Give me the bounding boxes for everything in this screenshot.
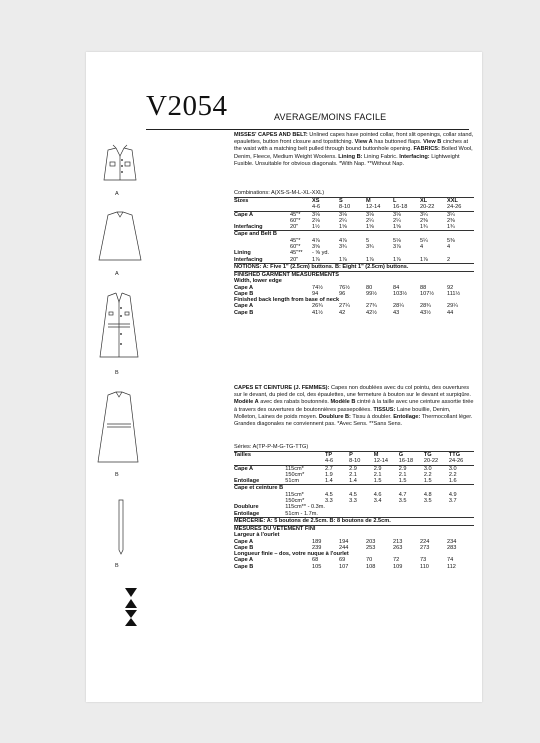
view-b-front-drawing (100, 293, 138, 357)
table-cell: 27¾ (366, 303, 377, 310)
table-cell: Cape B (234, 290, 254, 297)
table-cell: 20" (290, 256, 299, 263)
table-cell: 2 (447, 256, 451, 263)
table-cell: 150cm* (285, 498, 305, 505)
table-cell: 3¼ (420, 211, 447, 218)
table-cell: 109 (393, 563, 403, 570)
figure-label: B (115, 472, 119, 478)
table-cell: 1½ (312, 224, 320, 231)
table-cell: 99½ (366, 290, 377, 297)
table-cell: 2⅜ (447, 217, 455, 224)
table-cell: 45"* (290, 211, 312, 218)
pattern-number: V2054 (146, 90, 228, 122)
table-cell: 2.1 (373, 471, 382, 478)
section-title: FINISHED GARMENT MEASUREMENTS (234, 271, 340, 278)
description-text: Unlined capes have pointed collar, front slit openings, collar stand, epaulettes, button front closure and topstitching. (234, 132, 474, 146)
table-cell: S (339, 198, 366, 205)
table-cell: 4.6 (373, 491, 382, 498)
table-cell: 51cm - 1.7m. (285, 510, 318, 517)
table-cell: 2.2 (423, 471, 432, 478)
table-cell: 244 (339, 544, 349, 551)
description-heading: View B (423, 139, 442, 146)
description-text: Thermocollant léger. Grandes diagonales ne conviennent pas. *Avec Sens. **Sans Sens. (234, 413, 473, 428)
table-cell: Cape A (234, 284, 254, 291)
table-cell: 263 (393, 544, 403, 551)
description-text: cinches at the waist with a matching belt pulled through bound buttonhole opening. (234, 139, 469, 153)
table-cell: 203 (366, 538, 376, 545)
table-cell: TP (325, 452, 349, 459)
section-title: Longueur finie – dos, votre nuque à l'ourlet (234, 551, 349, 558)
table-cell: 70 (366, 557, 373, 564)
section-title: MESURES DU VÊTEMENT FINI (234, 525, 316, 532)
description-text: Tissu à doubler. (350, 413, 394, 420)
table-cell: 189 (312, 538, 322, 545)
table-cell: M (366, 198, 393, 205)
table-cell: 4 (447, 244, 451, 251)
table-cell: 253 (366, 544, 376, 551)
description-text: has buttoned flaps. (372, 139, 424, 146)
table-cell: 239 (312, 544, 322, 551)
table-cell: 234 (447, 538, 457, 545)
table-cell: 29¼ (447, 303, 458, 310)
section-title: Cape et ceinture B (234, 485, 474, 492)
table-cell: 115cm** - 0.3m. (285, 504, 325, 511)
table-cell: 3¼ (447, 211, 474, 218)
table-cell: 12-14 (373, 458, 389, 465)
table-cell: 8-10 (349, 458, 361, 465)
table-cell: 2¼ (366, 217, 374, 224)
table-cell: - ⅝ yd. (312, 250, 330, 257)
triangle-down-icon (125, 588, 137, 597)
table-cell: 1.5 (423, 478, 432, 485)
table-cell: 2.1 (349, 471, 357, 478)
table-cell: 20-22 (423, 458, 439, 465)
table-cell: 27¼ (339, 303, 350, 310)
table-cell: Cape A (234, 538, 254, 545)
technical-drawings (86, 52, 482, 702)
figure-label: B (115, 563, 119, 569)
table-cell: 3⅛ (366, 211, 393, 218)
table-cell: 3.0 (424, 465, 449, 472)
table-cell: 4.5 (349, 491, 357, 498)
description-heading: TISSUS: (373, 406, 396, 413)
table-cell: 105 (312, 563, 322, 570)
table-cell: 3⅞ (393, 244, 401, 251)
description-heading: Doublure B: (318, 413, 351, 420)
description-heading: Interfacing: (399, 153, 430, 160)
table-cell: 115cm* (285, 465, 325, 472)
table-cell: 16-18 (398, 458, 414, 465)
table-cell: 2.9 (399, 465, 424, 472)
table-cell: XS (312, 198, 339, 205)
view-a-back-drawing (99, 212, 141, 260)
table-cell: 1⅝ (366, 224, 374, 231)
table-cell: 1.4 (349, 478, 357, 485)
table-cell: 213 (393, 538, 403, 545)
description-text: Boiled Wool, Denim, Fleece, Medium Weight Woolens. (234, 146, 473, 160)
hourglass-icon (125, 610, 137, 618)
table-cell: 1⅞ (312, 256, 320, 263)
table-cell: Interfacing (234, 224, 263, 231)
table-cell: 2.2 (448, 471, 457, 478)
combinations-label-fr: Séries: A(TP-P-M-G-TG-TTG) (234, 444, 309, 450)
table-cell: 88 (420, 284, 427, 291)
description-text: Laine bouillie, Denim, Molleton, Laines de poids moyen. (234, 406, 451, 420)
difficulty-label: AVERAGE/MOINS FACILE (274, 112, 387, 122)
table-cell: 1.9 (325, 471, 333, 478)
table-cell: 103½ (393, 290, 407, 297)
table-cell: 273 (420, 544, 430, 551)
table-cell: 110 (420, 563, 429, 570)
description-heading: View A (354, 139, 373, 146)
table-cell: 96 (339, 290, 346, 297)
table-cell: 2.9 (374, 465, 399, 472)
section-title: Largeur à l'ourlet (234, 532, 280, 539)
table-cell: 1⅞ (339, 256, 347, 263)
table-cell: 43½ (420, 309, 431, 316)
table-cell: 3⅝ (312, 244, 320, 251)
table-cell: Cape A (234, 211, 290, 218)
description-text: Capes non doublées avec du col pointu, des ouvertures sur le devant, du pied de col, des épaulettes, une fermeture à bouton sur le devant et surpiqûre. (234, 385, 471, 399)
table-cell: 1⅝ (393, 224, 401, 231)
table-cell: 4.9 (448, 491, 457, 498)
table-cell: 283 (447, 544, 457, 551)
table-cell: 45"* (290, 237, 301, 244)
table-cell: Lining (234, 250, 251, 257)
view-b-back-drawing (98, 392, 138, 462)
table-cell: 84 (393, 284, 400, 291)
figure-label: B (115, 370, 119, 376)
table-cell: 115cm* (285, 491, 304, 498)
table-cell: 74 (447, 557, 454, 564)
table-cell: 42 (339, 309, 346, 316)
notions: NOTIONS: A: Five 1" (2.5cm) buttons. B: Eight 1" (2.5cm) buttons. (234, 263, 474, 272)
table-cell: 1⅝ (339, 224, 347, 231)
table-cell: TG (424, 452, 449, 459)
table-cell: 60"* (290, 244, 301, 251)
notions: MERCERIE: A: 5 boutons de 2.5cm. B: 8 boutons de 2.5cm. (234, 517, 474, 526)
description-heading: Modèle A (234, 399, 259, 406)
table-cell: 24-26 (448, 458, 464, 465)
table-cell: 2.9 (349, 465, 374, 472)
table-cell: Entoilage (234, 510, 260, 517)
table-cell: 94 (312, 290, 319, 297)
figure-label: A (115, 191, 119, 197)
table-cell: Cape B (234, 309, 254, 316)
table-cell: 3⅛ (339, 211, 366, 218)
section-title: Cape and Belt B (234, 231, 474, 238)
table-cell: 3.4 (373, 498, 382, 505)
table-cell: 73 (420, 557, 427, 564)
table-cell: 4-6 (325, 458, 334, 465)
table-cell: 108 (366, 563, 376, 570)
table-cell: 150cm* (285, 471, 305, 478)
table-cell: 1¾ (420, 224, 428, 231)
combinations-label: Combinations: A(XS-S-M-L-XL-XXL) (234, 190, 325, 196)
table-cell: Tailles (234, 452, 285, 459)
table-cell: 107 (339, 563, 349, 570)
table-cell: 43 (393, 309, 400, 316)
table-cell: 1.5 (398, 478, 407, 485)
table-cell: Doublure (234, 504, 259, 511)
table-cell: 60"* (290, 217, 301, 224)
table-cell: 3¾ (339, 244, 347, 251)
description-heading: Modèle B (330, 399, 356, 406)
belt-drawing (119, 500, 123, 554)
table-cell: 5¼ (420, 237, 428, 244)
table-cell: 4.7 (398, 491, 407, 498)
table-cell: Interfacing (234, 256, 263, 263)
table-cell: 76½ (339, 284, 350, 291)
table-cell: 1⅞ (420, 256, 428, 263)
table-cell: 3.3 (325, 498, 333, 505)
table-cell: Cape B (234, 563, 254, 570)
care-symbols (124, 588, 138, 628)
table-cell: 2⅛ (312, 217, 320, 224)
table-cell: 5⅛ (393, 237, 401, 244)
table-cell: P (349, 452, 374, 459)
table-cell: 3⅛ (312, 211, 339, 218)
table-cell: 28¾ (420, 303, 431, 310)
table-cell: 12-14 (366, 204, 381, 211)
table-cell: 111½ (447, 290, 461, 297)
view-a-front-drawing (104, 145, 136, 180)
table-cell: M (374, 452, 399, 459)
description-text: avec des rabats boutonnés. (258, 399, 331, 406)
description-heading: MISSES' CAPES AND BELT: (234, 132, 308, 138)
table-cell: 92 (447, 284, 454, 291)
table-cell: 80 (366, 284, 373, 291)
table-cell: 24-26 (447, 204, 462, 211)
table-cell: XXL (447, 198, 474, 205)
table-cell: 1.5 (373, 478, 382, 485)
table-cell: 3¾ (366, 244, 374, 251)
table-cell: Entoilage (234, 478, 260, 485)
table-cell: 72 (393, 557, 400, 564)
pattern-envelope-back (86, 52, 482, 702)
table-cell: 4⅞ (312, 237, 320, 244)
table-cell: 3.3 (349, 498, 357, 505)
description-heading: Entoilage: (393, 413, 421, 420)
table-cell: 1.6 (448, 478, 457, 485)
table-cell: Cape B (234, 544, 254, 551)
description-heading: FABRICS: (413, 146, 440, 153)
table-cell: 42½ (366, 309, 377, 316)
table-cell: 3.7 (448, 498, 457, 505)
table-cell: 68 (312, 557, 319, 564)
section-title: Width, lower edge (234, 278, 282, 285)
description-text: Lining Fabric. (362, 153, 400, 160)
table-cell: 51cm (285, 478, 299, 485)
table-cell: 69 (339, 557, 346, 564)
table-cell: G (399, 452, 424, 459)
table-cell: 4⅞ (339, 237, 347, 244)
table-cell: 8-10 (339, 204, 351, 211)
table-cell: 224 (420, 538, 430, 545)
table-cell: 20-22 (420, 204, 435, 211)
table-cell: TTG (449, 452, 474, 459)
table-cell: 26¾ (312, 303, 323, 310)
table-cell: XL (420, 198, 447, 205)
section-title: Finished back length from base of neck (234, 297, 340, 304)
table-cell: 44 (447, 309, 454, 316)
table-cell: 28¼ (393, 303, 404, 310)
table-cell: 1¾ (447, 224, 455, 231)
table-cell: 4.8 (423, 491, 432, 498)
description-text: Lightweight Fusible. Unsuitable for obvious diagonals. *With Nap. **Without Nap. (234, 153, 460, 167)
table-cell: 1⅞ (366, 256, 374, 263)
table-cell: Cape A (234, 303, 254, 310)
table-cell: 3⅛ (393, 211, 420, 218)
table-cell: 2.7 (325, 465, 349, 472)
table-cell: 2¼ (339, 217, 347, 224)
triangle-up-icon (125, 599, 137, 608)
table-cell: 3.0 (449, 465, 474, 472)
table-cell: 5 (366, 237, 370, 244)
table-cell: Cape A (234, 465, 285, 472)
table-cell: 2¼ (393, 217, 401, 224)
table-cell: 107½ (420, 290, 434, 297)
table-cell: Sizes (234, 198, 290, 205)
table-cell: 45"** (290, 250, 303, 257)
table-cell: 4 (420, 244, 424, 251)
table-cell: 112 (447, 563, 456, 570)
description-heading: CAPES ET CEINTURE (J. FEMMES): (234, 385, 330, 391)
description-text: cintré à la taille avec une ceinture assortie tirée à travers des ouvertures de boutonnières passepoilées. (234, 399, 474, 413)
table-cell: 3.5 (398, 498, 407, 505)
figure-label: A (115, 271, 119, 277)
table-cell: 5⅜ (447, 237, 455, 244)
table-cell: 4.5 (325, 491, 333, 498)
table-cell: 2.1 (398, 471, 407, 478)
table-cell: Cape A (234, 557, 254, 564)
table-cell: 20" (290, 224, 299, 231)
table-cell: 1.4 (325, 478, 333, 485)
table-cell: 194 (339, 538, 349, 545)
table-cell: 2⅜ (420, 217, 428, 224)
description-heading: Lining B: (338, 153, 363, 160)
table-cell: 4-6 (312, 204, 321, 211)
table-cell: 1⅞ (393, 256, 401, 263)
table-cell: 16-18 (393, 204, 408, 211)
table-cell: L (393, 198, 420, 205)
hourglass-icon-lower (125, 618, 137, 626)
table-cell: 74½ (312, 284, 323, 291)
table-cell: 3.5 (423, 498, 432, 505)
table-cell: 41½ (312, 309, 323, 316)
